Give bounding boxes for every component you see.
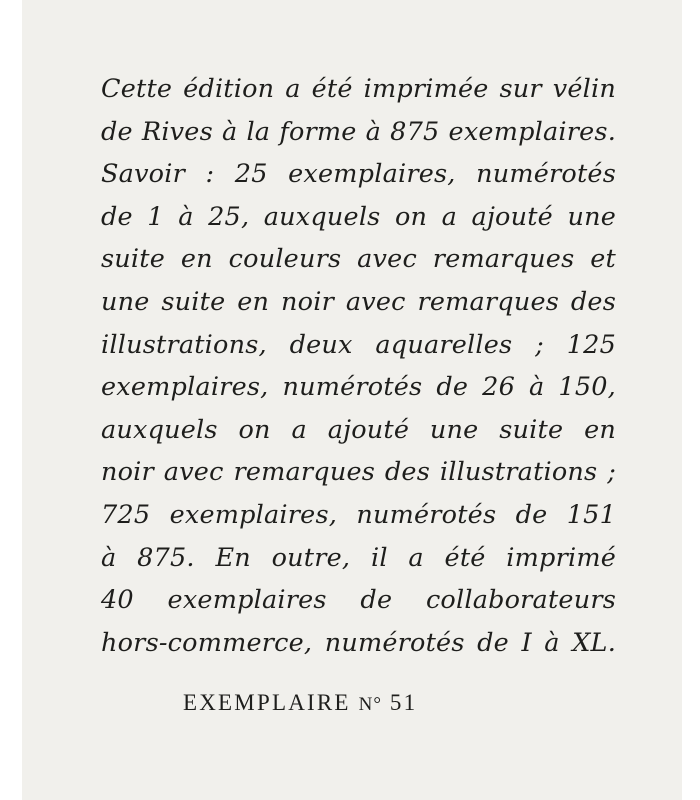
colophon-line: suite en couleurs avec remarques et [101, 244, 616, 275]
colophon-line: exemplaires, numérotés de 26 à 150, [101, 372, 616, 403]
colophon-line: 725 exemplaires, numérotés de 151 [101, 499, 616, 530]
colophon-line: auxquels on a ajouté une suite en [101, 414, 616, 445]
colophon-line: une suite en noir avec remarques des [101, 286, 616, 317]
copy-number-value: 51 [389, 690, 418, 715]
colophon-text [101, 68, 616, 664]
colophon-line: hors-commerce, numérotés de I à XL. [101, 627, 616, 658]
copy-number-label: EXEMPLAIRE [183, 690, 351, 715]
colophon-line: illustrations, deux aquarelles ; 125 [101, 329, 616, 360]
colophon-line: de 1 à 25, auxquels on a ajouté une [101, 201, 616, 232]
colophon-line: de Rives à la forme à 875 exemplaires. [101, 116, 616, 147]
colophon-line: 40 exemplaires de collaborateurs [101, 585, 616, 616]
colophon-line: Savoir : 25 exemplaires, numérotés [101, 159, 616, 190]
colophon-line: à 875. En outre, il a été imprimé [101, 542, 616, 573]
copy-number [183, 690, 417, 716]
copy-number-sign: N° [358, 694, 382, 715]
colophon-line: noir avec remarques des illustrations ; [101, 457, 616, 488]
colophon-line: Cette édition a été imprimée sur vélin [101, 74, 616, 104]
book-page [22, 0, 682, 800]
